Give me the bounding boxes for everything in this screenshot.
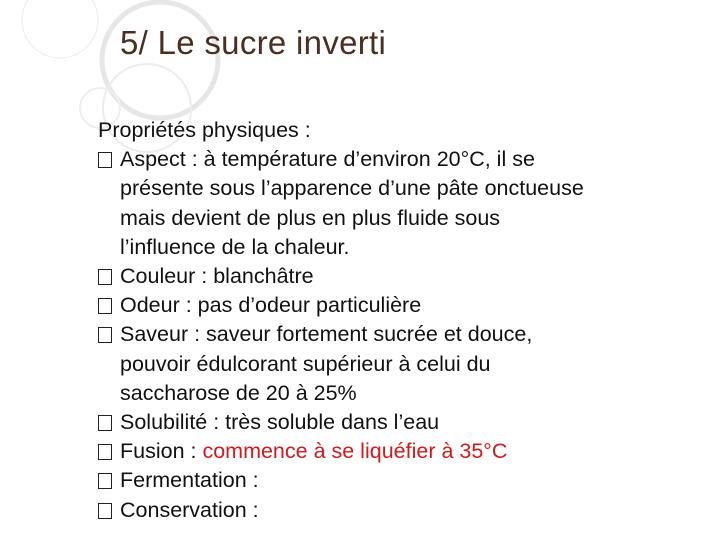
slide-content <box>98 116 698 525</box>
bullet-text: Aspect : à température d’environ 20°C, il se <box>120 147 535 172</box>
bullet-text: Couleur : blanchâtre <box>120 264 314 289</box>
bullet-text <box>120 437 698 466</box>
slide-title: 5/ Le sucre inverti <box>120 24 387 61</box>
bullet-continuation: pouvoir édulcorant supérieur à celui du <box>120 351 491 376</box>
checkbox-square-icon <box>98 473 112 489</box>
bullet-item-fusion <box>98 437 698 466</box>
bullet-text: Saveur : saveur fortement sucrée et douce, <box>120 322 533 347</box>
checkbox-square-icon <box>98 298 112 314</box>
highlight-text: commence à se liquéfier à 35°C <box>202 439 508 464</box>
bullet-text: Odeur : pas d’odeur particulière <box>120 293 422 318</box>
bullet-continuation: présente sous l’apparence d’une pâte onctueuse <box>120 176 584 201</box>
bullet-item-solubilite <box>98 408 698 437</box>
bullet-label: Fusion : <box>120 439 203 464</box>
bullet-item-odeur <box>98 291 698 320</box>
checkbox-square-icon <box>98 444 112 460</box>
bullet-item-fermentation <box>98 466 698 495</box>
bullet-item-conservation <box>98 496 698 525</box>
bullet-continuation: l’influence de la chaleur. <box>120 234 350 259</box>
bullet-text: Conservation : <box>120 497 259 522</box>
section-heading: Propriétés physiques : <box>98 118 311 142</box>
checkbox-square-icon <box>98 415 112 431</box>
checkbox-square-icon <box>98 503 112 519</box>
checkbox-square-icon <box>98 269 112 285</box>
checkbox-square-icon <box>98 152 112 168</box>
bullet-item-saveur <box>98 320 698 349</box>
bullet-text: Solubilité : très soluble dans l’eau <box>120 410 440 435</box>
bullet-continuation: mais devient de plus en plus fluide sous <box>120 205 501 230</box>
bullet-item-couleur <box>98 262 698 291</box>
bullet-item-aspect <box>98 145 698 174</box>
checkbox-square-icon <box>98 327 112 343</box>
bullet-continuation: saccharose de 20 à 25% <box>120 380 357 405</box>
bullet-text: Fermentation : <box>120 468 259 493</box>
